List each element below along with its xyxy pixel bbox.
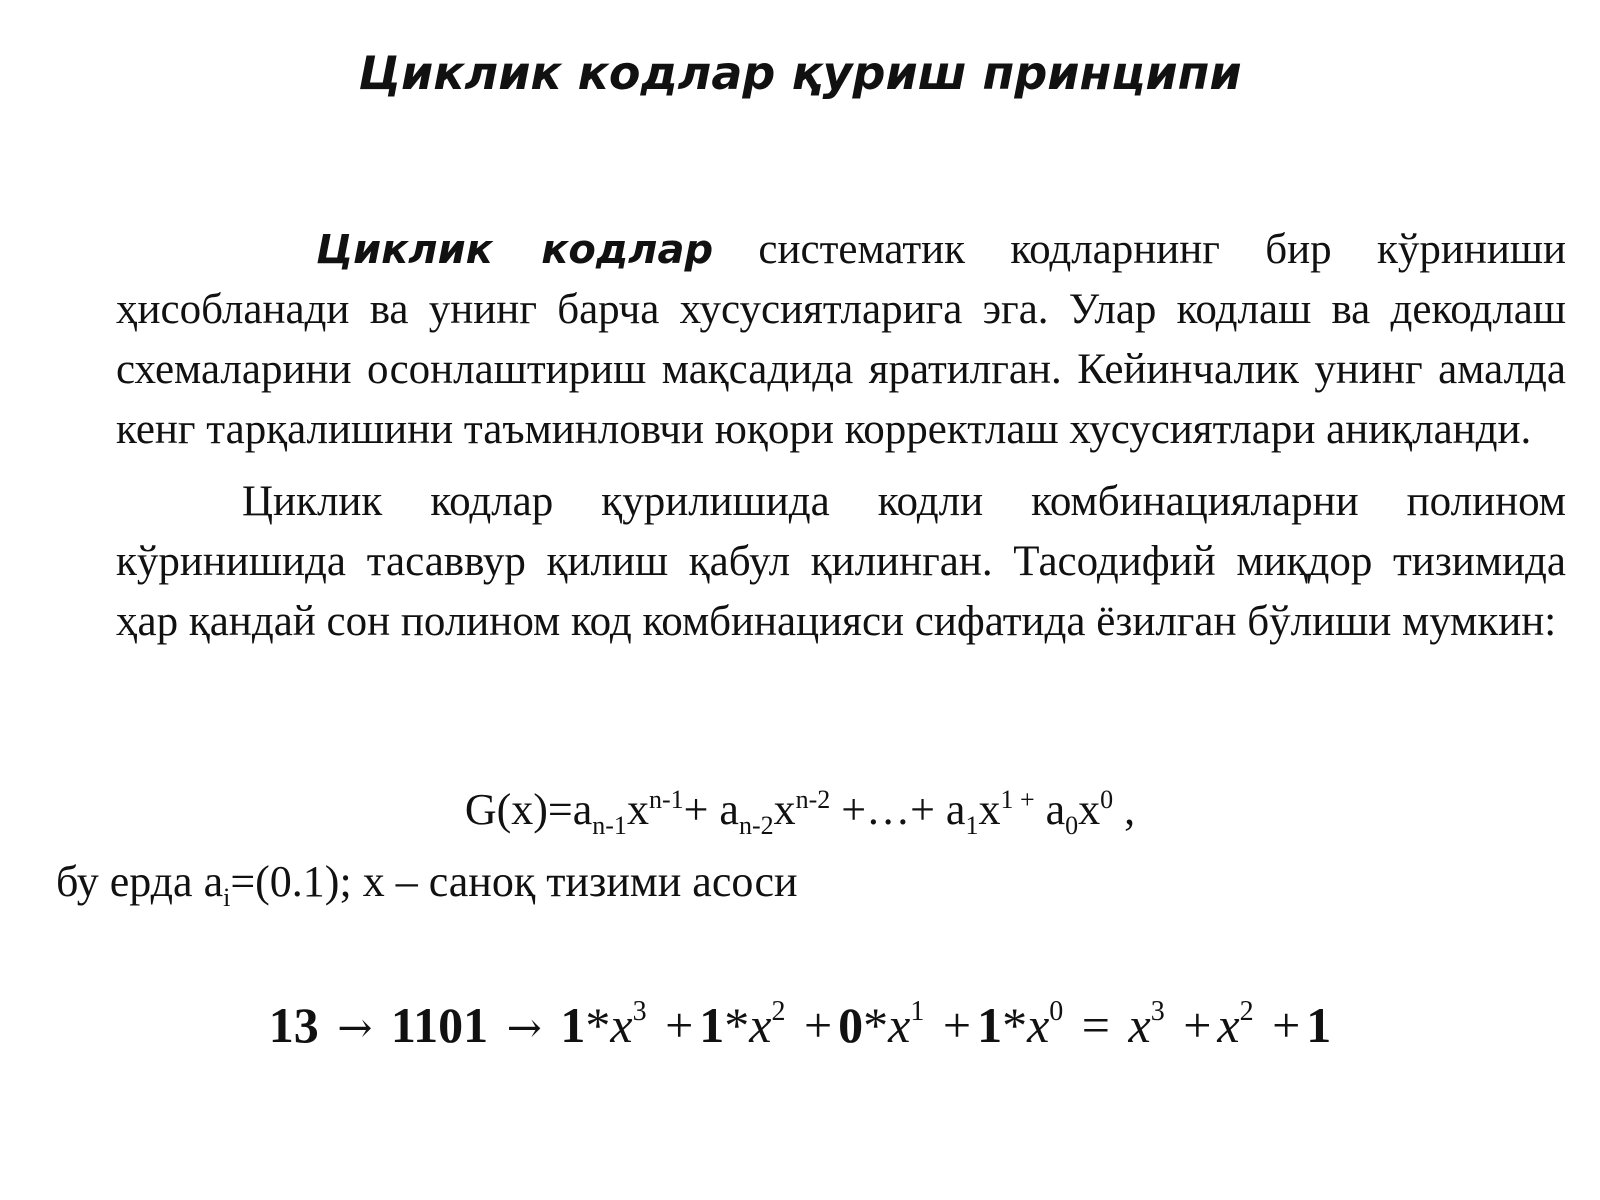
example-star: *	[863, 997, 889, 1053]
example-star: *	[1002, 997, 1028, 1053]
arrow-icon: →	[506, 1003, 542, 1052]
example-coef-1: 1	[560, 997, 586, 1053]
formula-term1-base: x	[626, 785, 649, 834]
example-coef-3: 0	[838, 997, 864, 1053]
example-exp-4: 0	[1049, 996, 1064, 1027]
example-coef-4: 1	[977, 997, 1003, 1053]
paragraph-definition	[116, 220, 1566, 460]
formula-term4-pre: a	[1034, 785, 1066, 834]
example-plus: +	[1272, 997, 1301, 1053]
formula-term3-base: x	[978, 785, 1001, 834]
example-exp-2: 2	[771, 996, 786, 1027]
example-plus: +	[803, 997, 833, 1053]
example-var: x	[749, 997, 772, 1053]
example-var: x	[1128, 997, 1151, 1053]
example-coef-2: 1	[699, 997, 725, 1053]
formula-term1-sub: n-1	[592, 811, 627, 840]
example-exp-1: 3	[632, 996, 647, 1027]
paragraph-polynomial: Циклик кодлар қурилишида кодли комбинацияларни полином кўринишида тасаввур қилиш қабул қилинган. Тасодифий миқдор тизимида ҳар қандай сон полином код комбинацияси сифатида ёзилган бўлиши мумкин:	[116, 478, 1566, 645]
example-exp-3: 1	[910, 996, 925, 1027]
example-result-exp-1: 3	[1150, 996, 1165, 1027]
example-plus: +	[942, 997, 972, 1053]
formula-term4-base: x	[1078, 785, 1101, 834]
example-var: x	[1217, 997, 1240, 1053]
polynomial-formula	[0, 780, 1600, 840]
example-var: x	[1027, 997, 1050, 1053]
where-pre: бу ерда a	[56, 857, 224, 906]
example-result-const: 1	[1306, 997, 1332, 1053]
formula-term2-sub: n-2	[738, 811, 774, 840]
formula-middle: +…+ a	[830, 785, 966, 834]
example-equals: =	[1081, 997, 1110, 1053]
paragraph-lead-term: Циклик кодлар	[316, 227, 714, 273]
example-result-exp-2: 2	[1239, 996, 1254, 1027]
formula-term2-pre: + a	[683, 785, 739, 834]
slide-title: Циклик кодлар қуриш принципи	[358, 46, 1242, 100]
where-sub: i	[223, 883, 231, 912]
formula-tail: ,	[1113, 785, 1136, 834]
example-plus: +	[1183, 997, 1212, 1053]
example-star: *	[724, 997, 750, 1053]
paragraph-definition-text: систематик кодларнинг бир кўриниши ҳисобланади ва унинг барча хусусиятларига эга. Улар кодлаш ва декодлаш схемаларини осонлаштириш мақсадида яратилган. Кейинчалик унинг амалда кенг тарқалишини таъминловчи юқори корректлаш хусусиятлари аниқланди.	[116, 226, 1566, 453]
formula-term1-sup: n-1	[648, 785, 684, 814]
example-decimal: 13	[268, 997, 319, 1053]
formula-term4-sub: 0	[1065, 811, 1079, 840]
formula-term3-sup: 1 +	[1000, 785, 1035, 814]
example-binary: 1101	[390, 997, 489, 1053]
arrow-icon: →	[337, 1003, 373, 1052]
formula-term3-sub: 1	[965, 811, 979, 840]
body-text	[116, 220, 1566, 664]
conversion-example	[0, 990, 1600, 1063]
where-post: =(0.1); x – саноқ тизими асоси	[230, 857, 798, 906]
formula-term2-base: x	[773, 785, 796, 834]
example-plus: +	[665, 997, 694, 1053]
formula-term4-sup: 0	[1100, 785, 1114, 814]
formula-term2-sup: n-2	[795, 785, 831, 814]
example-var: x	[888, 997, 911, 1053]
where-clause	[56, 852, 798, 912]
example-star: *	[585, 997, 611, 1053]
example-var: x	[610, 997, 633, 1053]
formula-lhs: G(x)=a	[464, 785, 593, 834]
